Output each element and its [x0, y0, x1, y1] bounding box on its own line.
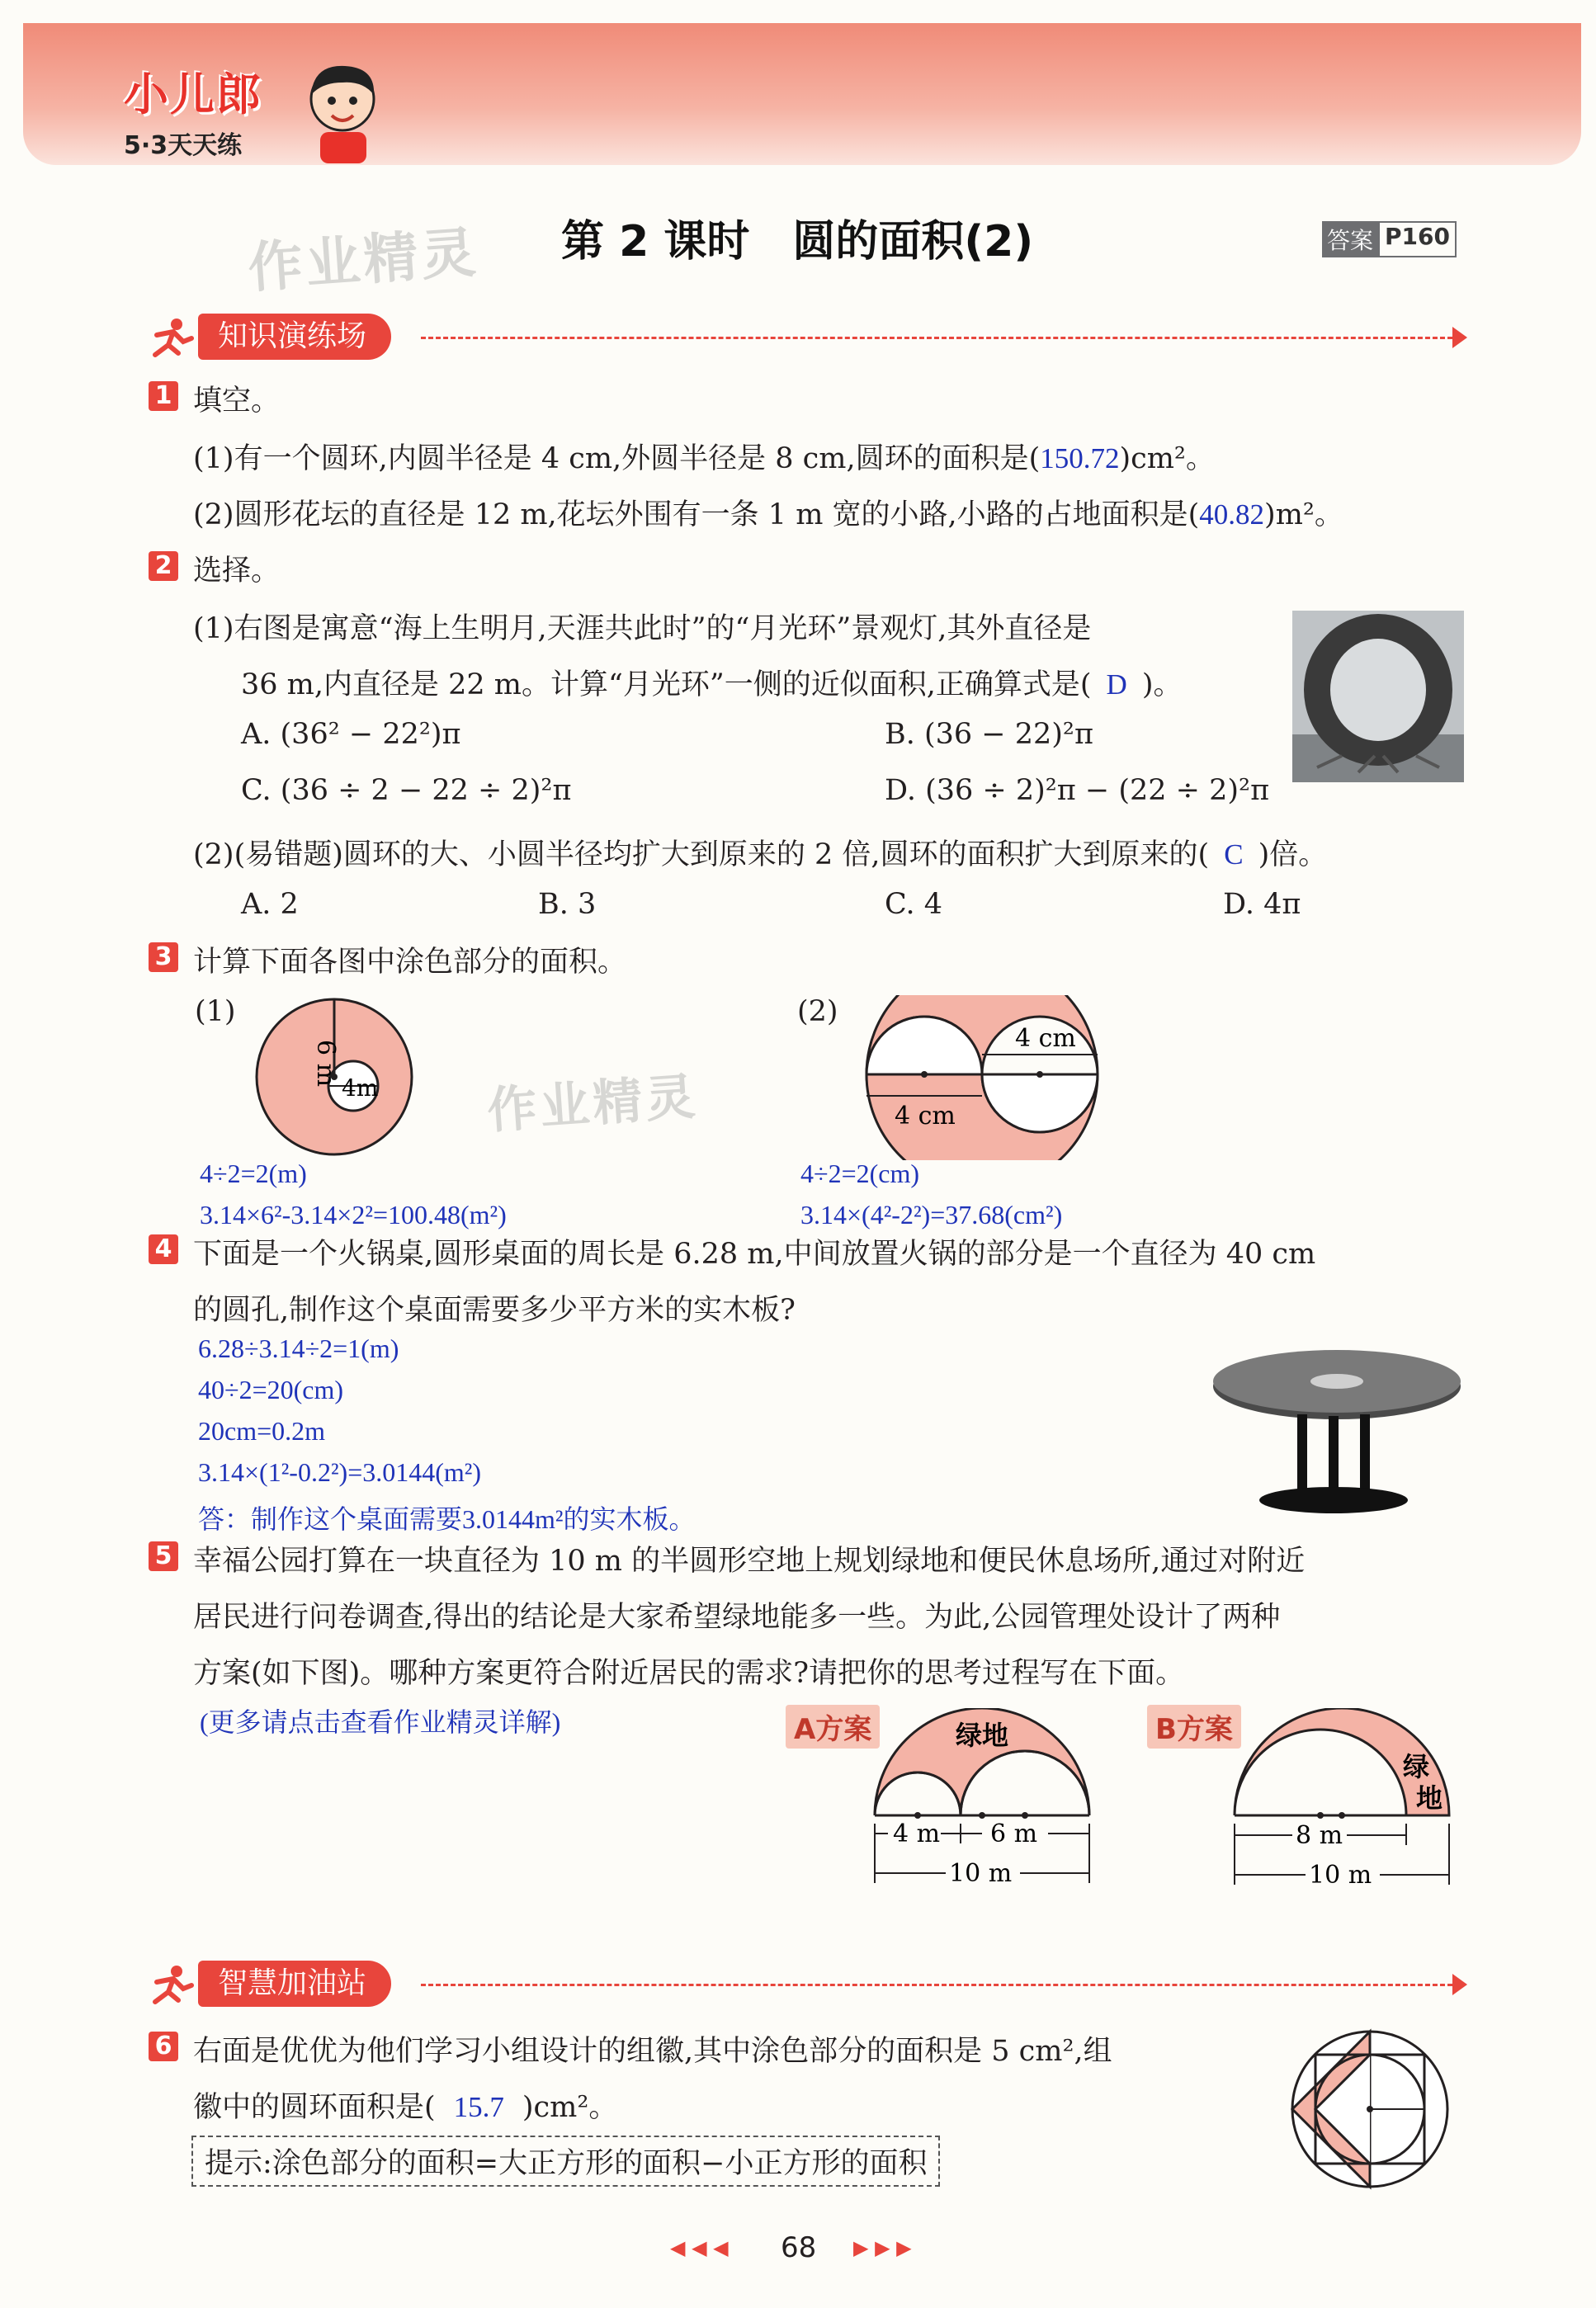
q4-answer: 答：制作这个桌面需要3.0144m²的实木板。	[198, 1504, 696, 1534]
bottom-dimension: 4 cm	[895, 1102, 956, 1130]
q4-work-line: 6.28÷3.14÷2=1(m)	[198, 1333, 399, 1363]
arrow-right-icon	[1451, 325, 1469, 350]
option-d: D. 4π	[1223, 888, 1301, 921]
brand-logo	[124, 59, 262, 161]
figure-ring	[248, 990, 421, 1163]
plan-b-tag: B方案	[1147, 1705, 1241, 1749]
green-area-label-2: 地	[1416, 1782, 1443, 1814]
q6-line2-post: )cm²。	[522, 2091, 618, 2124]
q3-work-line: 4÷2=2(m)	[200, 1159, 307, 1188]
answer-page: P160	[1378, 221, 1457, 257]
q4-work-line: 3.14×(1²-0.2²)=3.0144(m²)	[198, 1457, 482, 1487]
option-a: A. 2	[241, 888, 299, 921]
fig1-label: (1)	[195, 995, 236, 1028]
dimension-8m: 8 m	[1296, 1821, 1343, 1850]
q5-line3: 方案(如下图)。哪种方案更符合附近居民的需求?请把你的思考过程写在下面。	[193, 1657, 1185, 1690]
question-number: 5	[149, 1541, 178, 1571]
q1-p2-unit: )m²。	[1264, 498, 1343, 531]
runner-icon	[149, 317, 195, 358]
plan-b-figure	[1226, 1708, 1466, 1890]
q2-p2-close: )倍。	[1258, 838, 1328, 871]
radius-label: 6 m	[311, 1040, 340, 1088]
more-solutions-link[interactable]: (更多请点击查看作业精灵详解)	[200, 1707, 561, 1737]
top-dimension: 4 cm	[1015, 1024, 1076, 1053]
question-number: 4	[149, 1234, 178, 1264]
q2-p1-close: )。	[1141, 668, 1183, 701]
section-divider	[421, 1984, 1452, 1986]
section-label: 智慧加油站	[198, 1961, 391, 2007]
q4-work-line: 20cm=0.2m	[198, 1416, 326, 1446]
diameter-label: 4m	[342, 1074, 379, 1102]
q2-p1-answer: D	[1106, 668, 1127, 701]
plan-a-figure	[866, 1708, 1106, 1890]
option-d: D. (36 ÷ 2)²π − (22 ÷ 2)²π	[885, 774, 1270, 807]
q2-p2-text: (2)(易错题)圆环的大、小圆半径均扩大到原来的 2 倍,圆环的面积扩大到原来的(	[193, 838, 1210, 871]
q3-work-line: 4÷2=2(cm)	[800, 1159, 920, 1188]
q2-p1-line1: (1)右图是寓意“海上生明月,天涯共此时”的“月光环”景观灯,其外直径是	[193, 612, 1092, 645]
question-number: 1	[149, 381, 178, 411]
q5-line1: 幸福公园打算在一块直径为 10 m 的半圆形空地上规划绿地和便民休息场所,通过对附近	[193, 1545, 1306, 1578]
q1-p2-text: (2)圆形花坛的直径是 12 m,花坛外围有一条 1 m 宽的小路,小路的占地面积是(	[193, 498, 1200, 531]
q1-part1	[193, 436, 1215, 477]
q1-part2	[193, 492, 1343, 533]
question-number: 3	[149, 942, 178, 972]
q2-p2-answer: C	[1224, 838, 1244, 871]
q6-answer: 15.7	[453, 2091, 504, 2123]
q3-work-line: 3.14×(4²-2²)=37.68(cm²)	[800, 1200, 1063, 1230]
option-c: C. 4	[885, 888, 943, 921]
hotpot-table-photo	[1205, 1345, 1469, 1518]
dimension-10m: 10 m	[1309, 1861, 1372, 1890]
answer-tag[interactable]	[1322, 221, 1457, 257]
hint-box: 提示:涂色部分的面积=大正方形的面积−小正方形的面积	[191, 2136, 940, 2187]
q4-work-line: 40÷2=20(cm)	[198, 1375, 344, 1404]
dimension-4m: 4 m	[893, 1819, 941, 1848]
section-bonus	[149, 1961, 1469, 2010]
brand-subtitle: 5·3天天练	[124, 131, 243, 160]
arrow-right-icon	[1451, 1972, 1469, 1997]
green-area-label: 绿地	[956, 1720, 1009, 1751]
fig2-label: (2)	[797, 995, 838, 1028]
moon-ring-photo	[1292, 611, 1464, 782]
q6-line2	[193, 2084, 617, 2126]
q2-p1-line2	[241, 662, 1182, 703]
answer-label: 答案	[1322, 221, 1378, 257]
option-b: B. 3	[538, 888, 597, 921]
q1-p2-answer: 40.82	[1199, 498, 1265, 531]
dimension-6m: 6 m	[990, 1819, 1038, 1848]
runner-icon	[149, 1964, 195, 2005]
option-c: C. (36 ÷ 2 − 22 ÷ 2)²π	[241, 774, 572, 807]
watermark: 作业精灵	[485, 1068, 701, 1140]
prev-page-icon[interactable]: ◀ ◀ ◀	[670, 2236, 729, 2259]
question-number: 6	[149, 2032, 178, 2061]
next-page-icon[interactable]: ▶ ▶ ▶	[853, 2236, 912, 2259]
q4-line1: 下面是一个火锅桌,圆形桌面的周长是 6.28 m,中间放置火锅的部分是一个直径为 40 cm	[193, 1238, 1316, 1271]
option-b: B. (36 − 22)²π	[885, 718, 1093, 751]
q4-line2: 的圆孔,制作这个桌面需要多少平方米的实木板?	[193, 1294, 796, 1327]
section-label: 知识演练场	[198, 314, 391, 360]
page-title: 第 2 课时 圆的面积(2)	[561, 217, 1034, 267]
mascot-icon	[297, 58, 388, 165]
q1-p1-unit: )cm²。	[1119, 442, 1215, 475]
question-title: 填空。	[193, 385, 281, 418]
q1-p1-answer: 150.72	[1040, 442, 1120, 474]
dimension-10m: 10 m	[949, 1859, 1013, 1888]
q2-p1-line2-text: 36 m,内直径是 22 m。计算“月光环”一侧的近似面积,正确算式是(	[241, 668, 1092, 701]
figure-yin-yang	[858, 995, 1106, 1160]
section-divider	[421, 337, 1452, 339]
plan-a-tag: A方案	[786, 1705, 880, 1749]
brand-name: 小儿郎	[124, 68, 262, 120]
q5-line2: 居民进行问卷调查,得出的结论是大家希望绿地能多一些。为此,公园管理处设计了两种	[193, 1601, 1281, 1634]
q3-work-line: 3.14×6²-3.14×2²=100.48(m²)	[200, 1200, 507, 1230]
q6-line2-pre: 徽中的圆环面积是(	[193, 2091, 436, 2124]
q2-part2	[193, 832, 1327, 873]
question-title: 计算下面各图中涂色部分的面积。	[193, 946, 627, 979]
q6-line1: 右面是优优为他们学习小组设计的组徽,其中涂色部分的面积是 5 cm²,组	[193, 2035, 1112, 2068]
question-number: 2	[149, 551, 178, 581]
q1-p1-text: (1)有一个圆环,内圆半径是 4 cm,外圆半径是 8 cm,圆环的面积是(	[193, 442, 1041, 475]
question-title: 选择。	[193, 555, 281, 588]
green-area-label-1: 绿	[1403, 1751, 1430, 1782]
section-practice	[149, 314, 1469, 363]
option-a: A. (36² − 22²)π	[241, 718, 461, 751]
emblem-figure	[1263, 2010, 1461, 2208]
watermark: 作业精灵	[246, 220, 481, 300]
page-number: 68	[781, 2231, 817, 2264]
